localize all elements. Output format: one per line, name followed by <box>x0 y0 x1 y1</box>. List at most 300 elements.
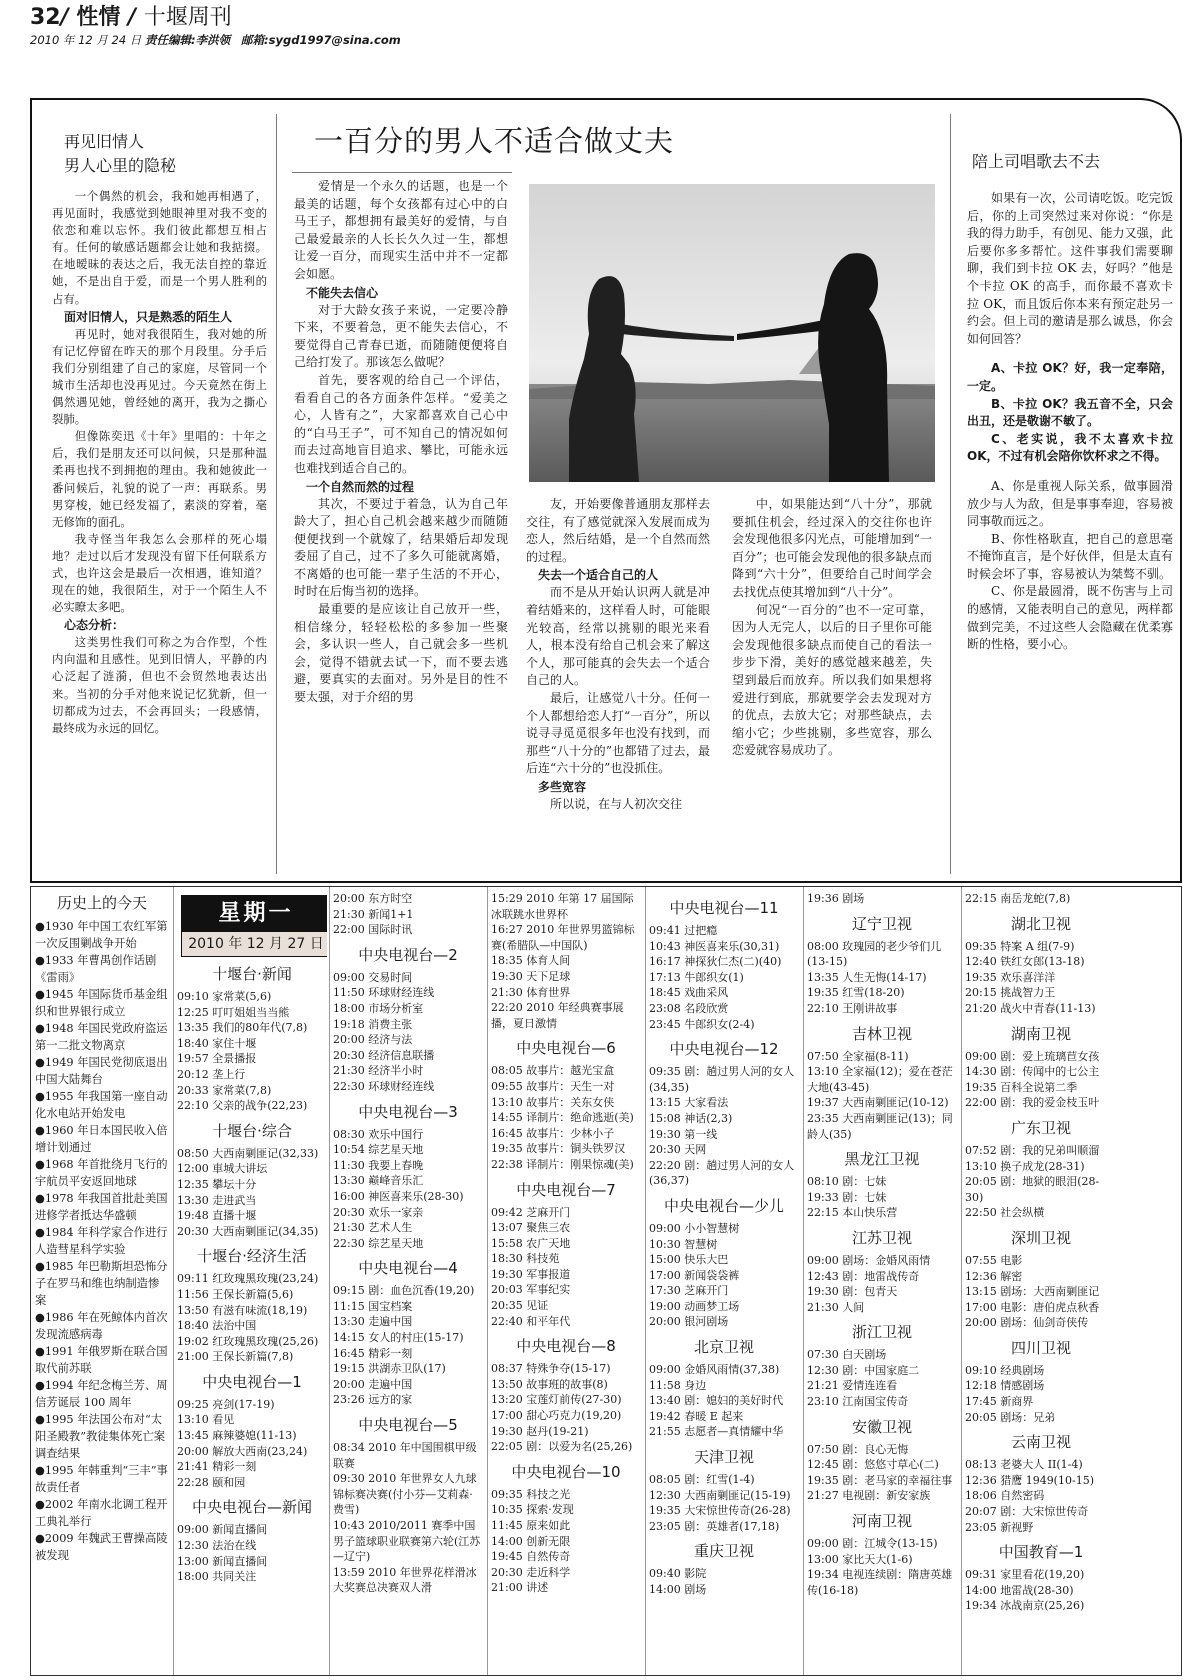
program-item: 13:10 换子成龙(28-31) <box>965 1159 1085 1173</box>
program-item: 19:37 大西南剿匪记(10-12) <box>807 1096 949 1110</box>
program-item: 20:35 见证 <box>491 1299 549 1313</box>
program-item: 15:00 快乐大巴 <box>649 1253 729 1267</box>
program-item: 07:50 剧：良心无悔 <box>807 1442 909 1456</box>
program-item: 09:35 剧：趟过男人河的女人(34,35) <box>649 1065 795 1094</box>
header-dateline: 2010 年 12 月 24 日 责任编辑:李洪领 邮箱:sygd1997@sina.com <box>30 33 401 47</box>
channel-name: 黑龙江卫视 <box>844 1150 920 1169</box>
program-item: 19:57 全景播报 <box>177 1052 257 1066</box>
program-item: 19:30 天下足球 <box>491 969 571 983</box>
channel-name: 广东卫视 <box>1010 1118 1071 1137</box>
program-item: 20:05 剧场：兄弟 <box>965 1410 1056 1424</box>
history-item <box>35 1122 169 1156</box>
history-text: 1968 年首批绕月飞行的宇航员平安返回地球 <box>35 1158 168 1188</box>
program-item: 13:50 有滋有味流(18,19) <box>177 1303 308 1317</box>
program-item: 15:58 农广天地 <box>491 1236 571 1250</box>
right-article-title: 陪上司唱歌去不去 <box>972 152 1101 171</box>
history-text: 1995 年韩重判“三丰”事故责任者 <box>35 1464 168 1494</box>
history-item <box>35 986 169 1020</box>
program-item: 11:50 环球财经连线 <box>333 986 435 1000</box>
program-item: 12:36 猎鹰 1949(10-15) <box>965 1473 1094 1487</box>
history-item <box>35 1530 169 1564</box>
program-item: 19:36 剧场 <box>807 892 865 905</box>
channel-name: 深圳卫视 <box>1010 1228 1071 1247</box>
program-item: 18:40 法治中国 <box>177 1319 257 1333</box>
program-item: 09:35 特案 A 组(7-9) <box>965 939 1075 953</box>
program-item: 19:00 动画梦工场 <box>649 1299 740 1313</box>
history-text: 1978 年我国首批赴美国进修学者抵达华盛顿 <box>35 1192 168 1222</box>
program-item: 19:48 直播十堰 <box>177 1209 257 1223</box>
program-item: 13:45 麻辣婆媳(11-13) <box>177 1429 297 1443</box>
program-item: 13:40 剧：媳妇的美好时代 <box>649 1394 784 1408</box>
program-item: 20:12 垄上行 <box>177 1067 246 1081</box>
program-item: 20:03 军事纪实 <box>491 1283 571 1297</box>
program-item: 09:40 影院 <box>649 1567 707 1581</box>
channel-name: 中央电视台—10 <box>511 1462 621 1481</box>
program-item: 18:06 自然密码 <box>965 1489 1045 1503</box>
program-item: 22:30 环球财经连线 <box>333 1079 435 1093</box>
program-item: 12:25 叮叮姐姐当当熊 <box>177 1005 290 1019</box>
channel-name: 中央电视台—1 <box>202 1372 302 1391</box>
program-item: 20:30 经济信息联播 <box>333 1048 435 1062</box>
program-item: 09:55 故事片：天生一对 <box>491 1079 615 1093</box>
header-title: 32/ 性情 / 十堰周刊 <box>30 5 232 30</box>
bullet-icon: ● <box>35 1056 45 1069</box>
program-item: 11:58 身边 <box>649 1378 707 1392</box>
channel-name: 湖南卫视 <box>1010 1024 1071 1043</box>
program-item: 22:38 译制片：刚果惊魂(美) <box>491 1157 634 1171</box>
history-item <box>35 1411 169 1462</box>
program-item: 19:45 自然传奇 <box>491 1550 571 1564</box>
program-item: 11:45 原来如此 <box>491 1519 571 1532</box>
program-item: 13:30 走遍中国 <box>333 1315 413 1329</box>
program-item: 14:55 译制片：绝命逃逝(美) <box>491 1111 634 1125</box>
channel-name: 重庆卫视 <box>693 1542 754 1561</box>
program-item: 21:55 志愿者—真情耀中华 <box>649 1425 784 1439</box>
program-item: 12:30 大西南剿匪记(15-19) <box>649 1488 791 1502</box>
history-item <box>35 1462 169 1496</box>
program-item: 09:41 过把瘾 <box>649 924 718 937</box>
channel-name: 中央电视台—5 <box>358 1416 458 1435</box>
program-item: 13:35 人生无悔(14-17) <box>807 970 927 984</box>
program-item: 09:00 新闻直播间 <box>177 1523 268 1537</box>
program-item: 12:35 攀坛十分 <box>177 1177 257 1191</box>
column-divider <box>803 887 804 1675</box>
program-item: 22:15 本山快乐营 <box>807 1206 898 1220</box>
program-item: 09:15 剧：血色沉香(19,20) <box>333 1284 475 1298</box>
history-today <box>35 891 169 1671</box>
history-item <box>35 1088 169 1122</box>
history-text: 2002 年南水北调工程开工典礼举行 <box>35 1498 168 1528</box>
program-item: 23:35 大西南剿匪记(13)；同龄人(35) <box>807 1111 953 1141</box>
program-item: 13:00 新闻直播间 <box>177 1554 268 1568</box>
program-item: 09:11 红玫瑰黑玫瑰(23,24) <box>177 1272 319 1286</box>
program-item: 12:36 解密 <box>965 1269 1023 1283</box>
channel-name: 中央电视台—8 <box>516 1337 616 1356</box>
program-item: 19:15 洪湖赤卫队(17) <box>333 1362 446 1376</box>
column-divider <box>329 887 330 1675</box>
history-item <box>35 1343 169 1377</box>
program-item: 08:30 欢乐中国行 <box>333 1127 424 1141</box>
program-item: 18:00 共同关注 <box>177 1570 257 1584</box>
history-text: 1933 年曹禺创作话剧《雷雨》 <box>35 954 157 984</box>
program-item: 23:05 新视野 <box>965 1520 1034 1534</box>
column-divider <box>950 114 951 874</box>
program-item: 23:26 远方的家 <box>333 1393 413 1407</box>
bullet-icon: ● <box>35 1022 45 1035</box>
channel-name: 辽宁卫视 <box>851 914 912 933</box>
program-item: 12:30 法治在线 <box>177 1539 257 1553</box>
program-item: 19:33 剧：七妹 <box>807 1190 887 1204</box>
channel-name: 十堰台·经济生活 <box>197 1247 307 1266</box>
program-item: 10:30 智慧树 <box>649 1237 718 1251</box>
program-item: 17:00 新闻袋袋裤 <box>649 1268 740 1282</box>
program-item: 16:27 2010 年世界男篮锦标赛(希腊队—中国队) <box>491 923 635 952</box>
main-article-col3: 中，如果能达到“八十分”，那就要抓住机会，经过深入的交往你也许会发现他很多闪光点，可能增加到“一百分”；也可能会发现他的很多缺点而降到“六十分”，但要给自己时间学会去找优点使其增加到“八十分”。 何况“一百分的”也不一定可靠，因为人无完人，以后的日子里你可能会发现他很多缺点而使自己的看法一步步下滑，美好的感觉越来越差，失望到最后而放弃。所以我们如果想将爱进行到底，那就要学会去发现对方的优点，去放大它；对那些缺点，去缩小它；少些挑剔，多些宽容，那么恋爱就容易成功了。 <box>732 497 932 758</box>
weekday-label: 星期一 <box>182 896 327 932</box>
history-text: 1930 年中国工农红军第一次反围剿战争开始 <box>35 920 168 950</box>
bullet-icon: ● <box>35 1532 45 1545</box>
program-item: 13:50 故事班的故事(8) <box>491 1377 608 1391</box>
program-item: 08:50 大西南剿匪记(32,33) <box>177 1146 319 1160</box>
program-item: 13:10 全家福(12)；爱在苍茫大地(43-45) <box>807 1065 953 1094</box>
history-item <box>35 1156 169 1190</box>
program-item: 22:00 国际时讯 <box>333 923 413 937</box>
history-item <box>35 1309 169 1343</box>
history-item <box>35 918 169 952</box>
program-item: 08:05 故事片：越光宝盒 <box>491 1064 615 1078</box>
channel-name: 中国教育—1 <box>998 1543 1084 1562</box>
program-item: 18:40 家住十堰 <box>177 1036 257 1050</box>
channel-name: 中央电视台—新闻 <box>191 1498 312 1517</box>
program-item: 21:30 经济半小时 <box>333 1064 424 1078</box>
tv-column-6 <box>965 891 1117 1671</box>
bullet-icon: ● <box>35 1124 45 1137</box>
program-item: 19:34 电视连续剧：隋唐英雄传(16-18) <box>807 1568 953 1597</box>
program-item: 19:35 大宋惊世传奇(26-28) <box>649 1504 791 1518</box>
program-item: 13:07 聚焦三农 <box>491 1221 571 1235</box>
column-divider <box>645 887 646 1675</box>
program-item: 10:54 综艺星天地 <box>333 1143 424 1157</box>
program-item: 09:35 科技之光 <box>491 1487 571 1501</box>
day-banner <box>181 895 327 957</box>
program-item: 22:15 南岳龙蛇(7,8) <box>965 892 1071 905</box>
program-item: 09:00 剧：江城令(13-15) <box>807 1537 938 1551</box>
program-item: 19:30 军事报道 <box>491 1267 571 1281</box>
program-item: 16:00 神医喜来乐(28-30) <box>333 1189 464 1203</box>
history-text: 1985 年巴勒斯坦恐怖分子在罗马和维也纳制造惨案 <box>35 1260 168 1307</box>
channel-name: 十堰台·新闻 <box>212 965 292 983</box>
program-item: 18:30 科技苑 <box>491 1252 560 1266</box>
column-divider <box>487 887 488 1675</box>
program-item: 09:00 剧场：金婚风雨情 <box>807 1253 931 1267</box>
tv-column-3 <box>491 891 641 1671</box>
program-item: 22:28 颐和园 <box>177 1475 246 1489</box>
history-text: 1945 年国际货币基金组织和世界银行成立 <box>35 988 168 1018</box>
program-item: 20:00 剧场：仙剑奇侠传 <box>965 1316 1089 1330</box>
right-article: 如果有一次，公司请吃饭。吃完饭后，你的上司突然过来对你说：“你是我的得力助手，有创见、能力又强，此后要你多多帮忙。这件事我们需要聊聊，我们到卡拉 OK 去，好吗？”他是个卡拉 OK 的高手，而你最不喜欢卡拉 OK，而且饭后你本来有预定赴另一约会。但上司的邀请是那么诚恳，你会如何回答？ A、卡拉 OK？好，我一定奉陪，一定。 B、卡拉 OK？我五音不全，只会出丑，还是敬谢不敏了。 C、老实说，我不太喜欢卡拉 OK，不过有机会陪你饮杯求之不得。 A、你是重视人际关系，做事圆滑放少与人为敌，但是事事奉迎，容易被同事敬而远之。 B、你性格耿直，把自己的意思毫不掩饰直言，是个好伙伴，但是太直有时候会坏了事，容易被认为桀骜不驯。 C、你是最圆滑，既不伤害与上司的感情，又能表明自己的意见，两样都做到完美，不过这些人会隐藏在优柔寡断的性格，要小心。 <box>967 191 1173 652</box>
history-text: 1986 年在死鲸体内首次发现流感病毒 <box>35 1311 168 1341</box>
bullet-icon: ● <box>35 954 45 967</box>
program-item: 15:29 2010 年第 17 届国际冰联跳水世界杯 <box>491 892 634 921</box>
program-item: 07:55 电影 <box>965 1253 1023 1267</box>
channel-name: 天津卫视 <box>693 1448 754 1467</box>
program-item: 16:45 精彩一刻 <box>333 1346 413 1360</box>
program-item: 22:10 王刚讲故事 <box>807 1001 898 1015</box>
channel-name: 中央电视台—4 <box>358 1259 458 1278</box>
tv-column-5 <box>807 891 957 1671</box>
program-item: 22:00 剧：我的爱金枝玉叶 <box>965 1096 1100 1110</box>
channel-name: 中央电视台—6 <box>516 1039 616 1058</box>
program-item: 21:21 爱情连连看 <box>807 1379 898 1393</box>
program-item: 13:15 大家看法 <box>649 1096 729 1110</box>
program-item: 23:05 剧：英雄者(17,18) <box>649 1519 780 1533</box>
program-item: 09:00 剧：爱上琉璃苣女孩 <box>965 1049 1100 1063</box>
program-item: 09:00 小小智慧树 <box>649 1221 740 1235</box>
channel-name: 中央电视台—3 <box>358 1102 458 1121</box>
left-article-title: 再见旧情人 男人心里的隐秘 <box>64 132 177 175</box>
channel-name: 中央电视台—11 <box>669 899 779 917</box>
program-item: 09:00 交易时间 <box>333 970 413 984</box>
program-item: 18:45 戏曲采风 <box>649 986 729 1000</box>
program-item: 16:17 神探狄仁杰(二)(40) <box>649 955 782 969</box>
program-item: 19:35 红雪(18-20) <box>807 986 905 1000</box>
tv-column-1 <box>177 891 327 1671</box>
history-title: 历史上的今天 <box>56 894 147 912</box>
history-text: 1984 年科学家合作进行人造彗星科学实验 <box>35 1226 168 1256</box>
program-item: 20:00 解放大西南(23,24) <box>177 1444 308 1458</box>
program-item: 13:10 故事片：关东女侠 <box>491 1095 615 1109</box>
bullet-icon: ● <box>35 1226 45 1239</box>
program-item: 19:18 消费主张 <box>333 1017 413 1031</box>
program-item: 14:00 创新无限 <box>491 1534 571 1548</box>
program-item: 10:43 2010/2011 赛季中国男子篮球职业联赛第六轮(江苏—辽宁) <box>333 1519 481 1564</box>
program-item: 12:30 剧：中国家庭二 <box>807 1363 920 1377</box>
program-item: 20:00 东方时空 <box>333 892 413 905</box>
program-item: 10:43 神医喜来乐(30,31) <box>649 939 780 953</box>
program-item: 12:45 剧：悠悠寸草心(二) <box>807 1458 939 1472</box>
program-item: 19:35 剧：老马家的幸福往事 <box>807 1473 953 1487</box>
channel-name: 北京卫视 <box>693 1338 754 1357</box>
program-item: 09:10 经典剧场 <box>965 1363 1045 1377</box>
bullet-icon: ● <box>35 920 45 933</box>
program-item: 19:30 第一线 <box>649 1127 718 1141</box>
program-item: 20:00 走遍中国 <box>333 1377 413 1391</box>
program-item: 14:00 地雷战(28-30) <box>965 1583 1074 1597</box>
program-item: 22:10 父亲的战争(22,23) <box>177 1099 308 1113</box>
program-item: 22:30 综艺星天地 <box>333 1236 424 1250</box>
tv-column-4 <box>649 891 799 1671</box>
program-item: 22:20 2010 年经典赛事展播，夏日激情 <box>491 1001 624 1030</box>
program-item: 08:05 剧：红雪(1-4) <box>649 1473 755 1487</box>
column-divider <box>173 887 174 1675</box>
program-item: 12:00 車城大讲坛 <box>177 1162 268 1176</box>
program-item: 21:30 新闻1+1 <box>333 907 414 921</box>
bullet-icon: ● <box>35 1498 45 1511</box>
history-item <box>35 952 169 986</box>
program-item: 13:35 我们的80年代(7,8) <box>177 1021 308 1035</box>
program-item: 13:15 剧场：大西南剿匪记 <box>965 1285 1100 1299</box>
channel-name: 中央电视台—7 <box>516 1180 616 1199</box>
program-item: 12:18 情感剧场 <box>965 1379 1045 1393</box>
program-item: 19:35 百科全说第二季 <box>965 1080 1078 1094</box>
history-item <box>35 1054 169 1088</box>
program-item: 09:31 家里看花(19,20) <box>965 1568 1085 1582</box>
program-item: 08:00 玫瑰园的老少爷们儿(13-15) <box>807 939 942 969</box>
program-item: 20:30 天网 <box>649 1143 707 1157</box>
program-item: 21:27 电视剧：新安家族 <box>807 1489 931 1503</box>
program-item: 20:15 挑战智力王 <box>965 986 1056 1000</box>
bullet-icon: ● <box>35 1158 45 1171</box>
bullet-icon: ● <box>35 988 45 1001</box>
channel-name: 江苏卫视 <box>851 1228 912 1247</box>
program-item: 21:30 人间 <box>807 1300 865 1314</box>
bullet-icon: ● <box>35 1260 45 1273</box>
program-item: 21:30 艺术人生 <box>333 1221 413 1235</box>
bullet-icon: ● <box>35 1464 45 1477</box>
history-text: 1994 年纪念梅兰芳、周信芳诞辰 100 周年 <box>35 1379 168 1409</box>
program-item: 21:41 精彩一刻 <box>177 1460 257 1474</box>
program-item: 17:30 芝麻开门 <box>649 1284 729 1298</box>
program-item: 19:35 故事片：铜头铁罗汉 <box>491 1142 626 1156</box>
channel-name: 中央电视台—2 <box>358 945 458 964</box>
history-item <box>35 1258 169 1309</box>
channel-name: 四川卫视 <box>1010 1338 1071 1357</box>
history-text: 1960 年日本国民收入倍增计划通过 <box>35 1124 168 1154</box>
program-item: 19:02 红玫瑰黑玫瑰(25,26) <box>177 1334 319 1348</box>
history-text: 1995 年法国公布对“太阳圣殿教”教徒集体死亡案调查结果 <box>35 1413 166 1460</box>
bullet-icon: ● <box>35 1379 45 1392</box>
tv-guide <box>30 886 1182 1676</box>
bullet-icon: ● <box>35 1345 45 1358</box>
program-item: 21:30 体育世界 <box>491 985 571 999</box>
column-divider <box>276 114 277 874</box>
program-item: 21:00 讲述 <box>491 1581 549 1595</box>
program-item: 20:05 剧：地狱的眼泪(28-30) <box>965 1175 1100 1204</box>
program-item: 20:30 欢乐一家亲 <box>333 1205 424 1219</box>
program-item: 07:30 白天剧场 <box>807 1348 887 1362</box>
bullet-icon: ● <box>35 1192 45 1205</box>
bullet-icon: ● <box>35 1311 45 1324</box>
program-item: 22:40 和平年代 <box>491 1314 571 1328</box>
channel-name: 湖北卫视 <box>1010 914 1071 933</box>
program-item: 14:15 女人的村庄(15-17) <box>333 1331 464 1345</box>
program-item: 23:08 名段欣赏 <box>649 1001 729 1015</box>
bullet-icon: ● <box>35 1413 45 1426</box>
channel-name: 河南卫视 <box>851 1512 912 1531</box>
channel-name: 云南卫视 <box>1010 1433 1071 1452</box>
program-item: 13:30 走进武当 <box>177 1193 257 1207</box>
program-item: 11:15 国宝档案 <box>333 1299 413 1313</box>
program-item: 09:25 亮剑(17-19) <box>177 1397 275 1411</box>
program-item: 19:30 赵丹(19-21) <box>491 1424 589 1438</box>
feature-section <box>30 98 1182 883</box>
program-item: 14:00 剧场 <box>649 1583 707 1596</box>
channel-name: 吉林卫视 <box>851 1024 912 1043</box>
program-item: 07:52 剧：我的兄弟叫顺溜 <box>965 1143 1100 1157</box>
history-item <box>35 1224 169 1258</box>
program-item: 20:00 经济与法 <box>333 1033 413 1047</box>
program-item: 20:30 走近科学 <box>491 1565 571 1579</box>
program-item: 08:10 剧：七妹 <box>807 1175 887 1189</box>
history-item <box>35 1496 169 1530</box>
program-item: 09:10 家常菜(5,6) <box>177 990 272 1003</box>
program-item: 23:10 江南国宝传奇 <box>807 1395 909 1409</box>
bullet-icon: ● <box>35 1090 45 1103</box>
history-item <box>35 1377 169 1411</box>
channel-name: 十堰台·综合 <box>212 1121 292 1140</box>
program-item: 07:50 全家福(8-11) <box>807 1049 909 1063</box>
program-item: 19:42 春暖 E 起来 <box>649 1409 744 1423</box>
program-item: 12:40 铁红女郎(13-18) <box>965 955 1085 969</box>
main-article-col1: 爱情是一个永久的话题，也是一个最美的话题，每个女孩都有过心中的白马王子，都想拥有最美好的爱情，与自己最爱最亲的人长长久久过一生，都想让爱一百分，而现实生活中并不一定都会如愿。 不能失去信心 对于大龄女孩子来说，一定要冷静下来，不要着急，更不能失去信心，不要觉得自己青春已逝，而随随便便将自己给打发了。那该怎么做呢？ 首先，要客观的给自己一个评估，看看自己的各方面条件怎样。“爱美之心，人皆有之”，大家都喜欢自己心中的“白马王子”，可不知自己的情况如何而去过高地盲目追求、攀比，可能永远也难找到适合自己的。 一个自然而然的过程 其次，不要过于着急，认为自己年龄大了，担心自己机会越来越少而随随便便找到一个就嫁了，结果婚后却发现委屈了自己，过不了多久可能就离婚，不离婚的也可能一辈子生活的不开心，时时在后悔当初的选择。 最重要的是应该让自己放开一些，相信缘分，轻轻松松的多参加一些聚会，多认识一些人，自己就会多一些机会，觉得不错就去试一下，而不要去逃避，要真实的去面对。另外是目的性不要太强，对于介绍的男 <box>294 179 508 705</box>
program-item: 13:20 宝莲灯前传(27-30) <box>491 1393 622 1407</box>
program-item: 22:05 剧：以爱为名(25,26) <box>491 1440 633 1454</box>
program-item: 14:30 剧：传闻中的七公主 <box>965 1065 1100 1079</box>
program-item: 19:35 欢乐喜洋洋 <box>965 970 1056 984</box>
history-text: 2009 年魏武王曹操高陵被发现 <box>35 1532 168 1562</box>
main-article-col2: 友，开始要像普通朋友那样去交往，有了感觉就深入发展而成为恋人，然后结婚，是一个自然而然的过程。 失去一个适合自己的人 而不是从开始认识两人就是冲着结婚来的，这样看人时，可能眼光较高，经常以挑剔的眼光来看人，根本没有给自己机会来了解这个人，那可能真的会失去一个适合自己的人。 最后，让感觉八十分。任何一个人都想给恋人打“一百分”，所以说寻寻觅觅很多年也没有找到，而那些“八十分的”也都错了过去，最后连“六十分的”也没抓住。 多些宽容 所以说，在与人初次交往 <box>526 497 710 811</box>
program-item: 16:45 故事片：少林小子 <box>491 1126 615 1140</box>
history-text: 1949 年国民党彻底退出中国大陆舞台 <box>35 1056 168 1086</box>
history-text: 1991 年俄罗斯在联合国取代前苏联 <box>35 1345 168 1375</box>
history-item <box>35 1190 169 1224</box>
program-item: 12:43 剧：地雷战传奇 <box>807 1269 920 1283</box>
program-item: 13:30 巅峰音乐汇 <box>333 1174 424 1188</box>
program-item: 08:37 特殊争夺(15-17) <box>491 1362 611 1376</box>
history-text: 1948 年国民党政府盗运第一二批文物离京 <box>35 1022 168 1052</box>
program-item: 18:00 市场分析室 <box>333 1001 424 1015</box>
program-item: 18:35 体育人间 <box>491 954 571 968</box>
history-item <box>35 1020 169 1054</box>
column-divider <box>961 887 962 1675</box>
program-item: 17:00 甜心巧克力(19,20) <box>491 1409 622 1423</box>
program-item: 13:00 家比天大(1-6) <box>807 1552 913 1566</box>
program-item: 20:33 家常菜(7,8) <box>177 1083 272 1097</box>
program-item: 21:00 王保长新篇(7,8) <box>177 1350 294 1364</box>
history-text: 1955 年我国第一座自动化水电站开始发电 <box>35 1090 168 1120</box>
program-item: 10:35 探索·发现 <box>491 1503 574 1517</box>
program-item: 22:50 社会纵横 <box>965 1206 1045 1220</box>
program-item: 09:00 金婚风雨情(37,38) <box>649 1363 780 1377</box>
program-item: 19:30 剧：包青天 <box>807 1285 898 1299</box>
program-item: 09:30 2010 年世界女人九球锦标赛决赛(付小芬—艾莉森·费雪) <box>333 1472 477 1517</box>
program-item: 19:34 冰战南京(25,26) <box>965 1599 1085 1613</box>
channel-name: 中央电视台—12 <box>669 1040 779 1059</box>
program-item: 17:00 电影：唐伯虎点秋香 <box>965 1300 1100 1314</box>
program-item: 11:56 王保长新篇(5,6) <box>177 1287 294 1301</box>
program-item: 21:20 战火中青春(11-13) <box>965 1001 1096 1015</box>
page-header <box>30 4 1180 54</box>
title-rule <box>292 172 512 173</box>
couple-photo <box>529 184 935 482</box>
program-item: 13:10 看见 <box>177 1413 235 1427</box>
program-item: 17:45 新商界 <box>965 1395 1034 1409</box>
program-item: 23:45 牛郎织女(2-4) <box>649 1017 755 1031</box>
program-item: 22:20 剧：趟过男人河的女人(36,37) <box>649 1158 795 1188</box>
left-article: 再见旧情人 男人心里的隐秘 一个偶然的机会，我和她再相遇了，再见面时，我感觉到她眼神里对我不变的依恋和难以忘怀。我们彼此都想互相占有。任何的敏感话题都会让她和我掂掇。在地暧昧的表达之后，我无法自控的靠近她，不是出自于爱，而是一个男人胜利的占有。 面对旧情人，只是熟悉的陌生人 再见时，她对我很陌生，我对她的所有记忆停留在昨天的那个月段里。分手后我们分别组建了自己的家庭，尽管同一个城市生活却也没再见过。今天竟然在街上偶然遇见她，曾经她的离开，我为之撕心裂肺。 但像陈奕迅《十年》里唱的：十年之后，我们是朋友还可以问候，只是那种温柔再也找不到拥抱的理由。我和她彼此一番问候后，礼貌的说了一声：再联系。男男穿梭，她已经发福了，素淡的穿着，毫无修饰的面孔。 我寺怪当年我怎么会那样的死心塌地？走过以后才发现没有留下任何联系方式，也许这会是最后一次相遇，谁知道？现在的她，我很陌生，对于一个陌生人不必实瞭太多吧。 心态分析： 这类男性我们可称之为合作型，个性内向温和且感性。见到旧情人，平静的内心泛起了涟漪，但也不会贸然地表达出来。当初的分手对他来说记忆犹新，但一切都成为过去，不会再回头；一段感情，最终成为永远的回忆。 <box>52 132 267 735</box>
program-item: 09:42 芝麻开门 <box>491 1205 571 1219</box>
program-item: 20:30 大西南剿匪记(34,35) <box>177 1224 319 1238</box>
channel-name: 浙江卫视 <box>851 1323 912 1342</box>
program-item: 08:34 2010 年中国围棋甲级联赛 <box>333 1441 477 1470</box>
tv-column-2 <box>333 891 483 1671</box>
program-item: 11:30 我要上春晚 <box>333 1158 424 1172</box>
program-item: 20:00 银河剧场 <box>649 1315 729 1329</box>
channel-name: 安徽卫视 <box>851 1417 912 1436</box>
main-article-title: 一百分的男人不适合做丈夫 <box>314 124 675 158</box>
program-item: 15:08 神话(2,3) <box>649 1111 733 1125</box>
program-item: 13:59 2010 年世界花样滑冰大奖赛总决赛双人滑 <box>333 1565 477 1595</box>
